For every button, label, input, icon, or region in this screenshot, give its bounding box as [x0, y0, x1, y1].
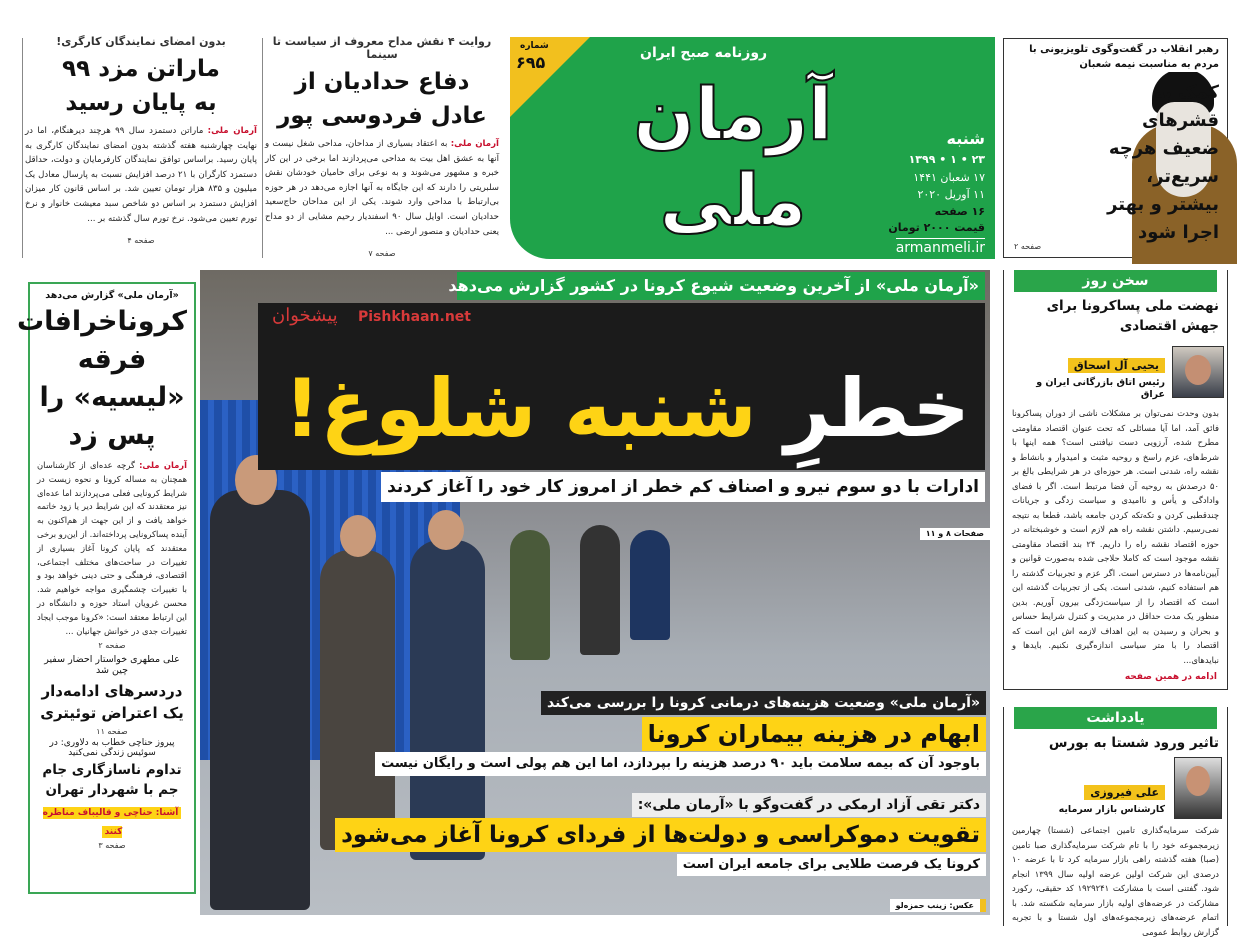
item3-kicker: پیروز حناچی خطاب به دلاوری: در سوئیس زندگی نمی‌کنید	[49, 738, 175, 759]
main-headline-white: خطرِ	[784, 362, 970, 455]
page-ref[interactable]: صفحه ۳	[98, 841, 126, 851]
top-story-2	[25, 35, 257, 260]
byline: آرمان ملی:	[450, 139, 499, 149]
column-body: بدون وحدت نمی‌توان بر مشکلات ناشی از دوران پساکرونا فائق آمد، اما آیا مسائلی که تحت عنوان اقتصاد مقاومتی مطرح شده، آرزویی دست نیافتنی است؟ همه اینها با شرط‌های، عزم راسخ و روحیه مثبت و امیدوار و بانشاط و نقشه راه، شدنی است. هر حوزه‌ای در هر شرایطی بالغ بر ۵۰ درصدش به روحیه آن فضا مرتبط است. اگر با فضای وادادگی و یأس و ناامیدی و سیاست زدگی و جریانات چندقطبی کردن و تکه‌تکه کردن جامعه باشد، قطعا به نتیجه نمی‌رسیم. داشتن نقشه راه هم لازم است و خوشبختانه در حوزه اقتصاد نقشه راه را داریم. ۲۴ بند اقتصاد مقاومتی نقشه موجود است که کاملا حلاجی شده به‌صورت قوانین و آیین‌نامه‌ها در دسترس است. اگر عزم و تجربیات گذشته را هم استفاده کنیم، شدنی است. یکی از تجربیات گذشته این است که اقتصاد را از سیاست‌زدگی بیرون آوریم. بدین منظور یک مدت حداقل در مدیریت و کنترل شرایط حساس و بحران و رسیدن به این اهداف لازمه اش این است که اقتصاد را با متر سیاسی اندازه‌گیری نکنیم. بایدها و نبایدهای...	[1012, 408, 1219, 665]
story-headline-2[interactable]: به پایان رسید	[65, 90, 217, 116]
column-yaddasht	[1003, 707, 1228, 937]
leader-kicker: رهبر انقلاب در گفت‌وگوی تلویزیونی با مردم به مناسبت نیمه شعبان	[1009, 42, 1219, 72]
author-role: رئیس اتاق بازرگانی ایران و عراق	[1036, 377, 1165, 400]
author-avatar	[1174, 757, 1222, 819]
continue-link[interactable]: ادامه در همین صفحه	[1124, 672, 1217, 682]
leader-story[interactable]	[1003, 38, 1228, 258]
author-avatar	[1172, 346, 1224, 398]
issue-number: ۶۹۵	[516, 53, 546, 72]
issue-label: شماره	[520, 41, 549, 51]
story-headline[interactable]: دفاع حدادیان از	[294, 69, 470, 95]
watermark-url: Pishkhaan.net	[358, 309, 471, 325]
section-title: سخن روز	[1014, 270, 1217, 292]
item3-headline[interactable]: تداوم ناسازگاری جام جم با شهردار تهران	[42, 762, 182, 799]
main-pages[interactable]: صفحات ۸ و ۱۱	[920, 528, 990, 540]
main-headline	[268, 355, 970, 463]
page-ref[interactable]: صفحه ۴	[127, 236, 155, 245]
column-headline[interactable]: نهضت ملی پساکرونا برای جهش اقتصادی	[1046, 298, 1219, 334]
story-headline-2[interactable]: عادل فردوسی پور	[277, 103, 487, 129]
story-body: ماراتن دستمزد سال ۹۹ هرچند دیرهنگام، اما در نهایت چهارشنبه هفته گذشته بدون امضای نمایندگان کارگری به پایان رسید. براساس توافق نمایندگان کارفرمایان و دولت، حداقل دستمزد کارگران با ۲۱ درصد افزایش نسبت به پارسال معادل یک میلیون و ۸۳۵ هزار تومان تعیین شد. بر اساس قانون کار میزان افزایش دستمزد بر اساس دو شاخص سبد معیشت خانوار و نرخ تورم تعیین می‌شود. نرخ تورم سال گذشته بر ...	[25, 126, 257, 224]
main-headline-yellow: شنبه شلوغ!	[283, 362, 757, 455]
story2-headline[interactable]: ابهام در هزینه بیماران کرونا	[642, 717, 986, 751]
byline: آرمان ملی:	[207, 126, 258, 136]
author-role: کارشناس بازار سرمایه	[1058, 804, 1165, 815]
date-lunar: ۱۷ شعبان ۱۴۴۱	[913, 171, 985, 184]
story-kicker: روایت ۴ نقش مداح معروف از سیاست تا سینما	[272, 35, 492, 61]
page-ref[interactable]: صفحه ۲	[98, 641, 126, 651]
newspaper-logo: آرمان ملی	[633, 72, 833, 242]
author-name: یحیی آل اسحاق	[1068, 358, 1165, 373]
website-link[interactable]: armanmeli.ir	[895, 240, 985, 256]
sidebar-body: گرچه عده‌ای از کارشناسان همچنان به مساله کرونا و نحوه زیست در شرایط کرونایی فعلی می‌پردازند اما عده‌ای نیز معتقدند که این شرایط دیر یا زود خاتمه خواهد یافت و از این جهت از هم‌اکنون به آینده پساکرونایی پرداخته‌اند. از این‌رو برخی معتقدند که پایان کرونا آغاز بسیاری از تغییرات در ساحت‌های مختلف اجتماعی، اقتصادی، فرهنگی و حتی دینی خواهد بود و با تغییرات چشمگیری مواجه خواهیم شد. محسن غرویان استاد حوزه و دانشگاه در این ارتباط معتقد است: «کرونا موجب ایجاد تغییرات جدی در خوانش جهانیان ...	[36, 460, 187, 636]
tagline: روزنامه صبح ایران	[640, 45, 768, 61]
page-ref[interactable]: صفحه ۱۱	[96, 727, 128, 737]
price: قیمت ۲۰۰۰ تومان	[888, 221, 985, 234]
story2-kicker: «آرمان ملی» وضعیت هزینه‌های درمانی کرونا را بررسی می‌کند	[541, 691, 986, 715]
sidebar	[16, 282, 196, 894]
story-headline[interactable]: ماراتن مزد ۹۹	[62, 56, 220, 82]
story-kicker: بدون امضای نمایندگان کارگری!	[56, 35, 226, 48]
section-title: یادداشت	[1014, 707, 1217, 729]
byline: آرمان ملی:	[139, 460, 187, 470]
divider	[262, 38, 263, 258]
page-ref[interactable]: صفحه ۷	[368, 249, 396, 258]
main-headline-box[interactable]	[258, 303, 985, 470]
story-body: به اعتقاد بسیاری از مداحان، مداحی شغل نیست و آنها به عشق اهل بیت به مداحی می‌پردازند اما برخی در این کار خبره و مشهور می‌شوند و به نوعی برای حامیان خودشان نقش سلبریتی را دارند که این جایگاه به آنها اجازه می‌دهد در هر حوزه بی‌ارتباط با مداحی وارد شوند. یکی از این مداحان حاج‌سعید حدادیان است. اوایل سال ۹۰ اسفندیار رحیم مشایی از دو مداح یعنی حدادیان و منصور ارضی ...	[265, 139, 499, 237]
column-body: شرکت سرمایه‌گذاری تامین اجتماعی (شستا) چهارمین زیرمجموعه خود را با تام شرکت سرمایه‌گذاری صبا تامین (صبا) هفته گذشته راهی بازار سرمایه کرد تا با عرضه ۱۰ درصدی این شرکت اولین عرضه اولیه سال ۱۳۹۹ انجام شود. گفتنی است با مشارکت ۱۹۲۹۲۴۱ کد حقیقی، رکورد مشارکت در عرضه‌های اولیه بازار سرمایه شکسته شد. با اتمام عرضه‌های زیرمجموعه‌های اول شستا و با تجربه گزارش روابط عمومی	[1012, 825, 1219, 937]
page-ref[interactable]: صفحه ۲	[1014, 242, 1042, 251]
leader-headline: کمک به قشرهای ضعیف هرچه سریع‌تر، بیشتر و بهتر اجرا شود	[1107, 82, 1219, 243]
top-story-1	[265, 35, 499, 260]
column-headline[interactable]: تاثیر ورود شستا به بورس	[1048, 735, 1219, 751]
photo-credit: عکس: زینب حمزه‌لو	[890, 899, 986, 912]
story3-kicker: دکتر تقی آزاد ارمکی در گفت‌وگو با «آرمان ملی»:	[632, 793, 986, 817]
main-kicker: «آرمان ملی» از آخرین وضعیت شیوع کرونا در کشور گزارش می‌دهد	[457, 272, 985, 300]
item2-kicker: علی مطهری خواستار احضار سفیر چین شد	[44, 654, 180, 677]
story2-subhead: باوجود آن که بیمه سلامت باید ۹۰ درصد هزینه را بپردازد، اما این هم پولی است و رایگان نیست	[375, 752, 986, 776]
date-gregorian: ۱۱ آوریل ۲۰۲۰	[917, 188, 985, 201]
sidebar-kicker: «آرمان ملی» گزارش می‌دهد	[45, 290, 179, 301]
main-subhead: ادارات با دو سوم نیرو و اصناف کم خطر از امروز کار خود را آغاز کردند	[381, 472, 985, 502]
column-sokhan-rooz	[1003, 270, 1228, 690]
item3-tag: آشنا: حناچی و قالیباف مناظره کنند	[43, 807, 182, 838]
watermark-logo: پیشخوان	[272, 305, 338, 326]
masthead	[510, 37, 995, 259]
date-solar: ۲۳ • ۱ • ۱۳۹۹	[908, 153, 985, 166]
story3-subhead: کرونا یک فرصت طلایی برای جامعه ایران است	[677, 854, 986, 876]
page-count: ۱۶ صفحه	[934, 205, 985, 218]
sidebar-headline[interactable]: کروناخرافات فرقه «لیسیه» را پس زد	[16, 306, 187, 451]
divider	[22, 38, 23, 258]
weekday: شنبه	[946, 129, 985, 148]
author-name: علی فیروزی	[1084, 785, 1165, 800]
item2-headline[interactable]: دردسرهای ادامه‌دار یک اعتراض توئیتری	[40, 682, 184, 723]
story3-headline[interactable]: تقویت دموکراسی و دولت‌ها از فردای کرونا آغاز می‌شود	[335, 818, 986, 852]
